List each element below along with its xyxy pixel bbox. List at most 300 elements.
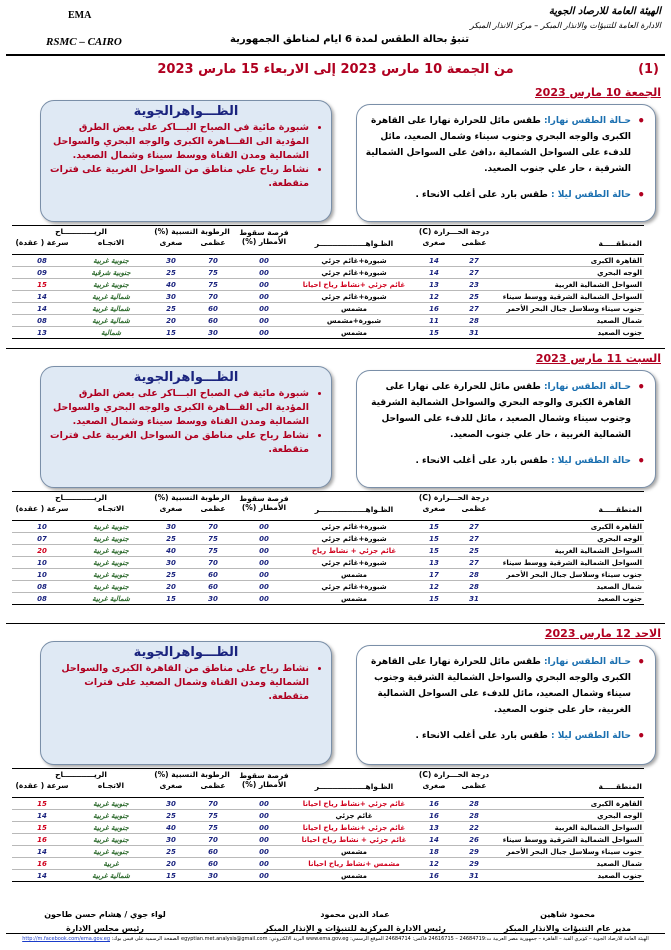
cell-region: الوجه البحري (494, 267, 644, 279)
cell-humidity-min: 25 (150, 569, 192, 581)
cell-region: جنوب سيناء وسلاسل جبال البحر الأحمر (494, 569, 644, 581)
cell-wind-speed: 08 (12, 315, 72, 327)
cell-temp-min: 15 (414, 327, 454, 339)
table-row (12, 303, 644, 315)
col-temp-max: عظمى (461, 238, 487, 247)
signature-chairman (30, 908, 180, 936)
cell-humidity-max: 60 (192, 858, 234, 870)
col-temperature: درجة الحـــرارة (C) (418, 770, 490, 779)
cell-humidity-max: 60 (192, 846, 234, 858)
cell-temp-max: 27 (454, 267, 494, 279)
cell-humidity-max: 70 (192, 798, 234, 810)
phenomena-list (47, 387, 325, 457)
footer-divider (6, 933, 665, 934)
cell-temp-min: 16 (414, 798, 454, 810)
signature-title: رئيس الادارة المركزية للتنبؤات و الإنذار المبكر (264, 924, 446, 933)
org-name: الهيئة العامة للارصاد الجوية (548, 6, 661, 17)
cell-humidity-max: 75 (192, 533, 234, 545)
cell-phenomena: مشمس (294, 569, 414, 581)
col-phenomena: الظـواهــــــــــــــــــر (314, 782, 394, 791)
cell-rain-chance: 00 (234, 858, 294, 870)
table-row (12, 267, 644, 279)
col-humidity-min: صغرى (159, 781, 183, 790)
table-header-row (12, 492, 644, 504)
cell-wind-direction: جنوبية غربية (72, 569, 150, 581)
footer (6, 936, 665, 942)
cell-phenomena: غائم جزئي +نشاط رياح احيانا (294, 279, 414, 291)
cell-phenomena: مشمس (294, 303, 414, 315)
cell-temp-max: 23 (454, 279, 494, 291)
cell-temp-max: 27 (454, 557, 494, 569)
cell-rain-chance: 00 (234, 315, 294, 327)
table-row (12, 581, 644, 593)
table-row (12, 593, 644, 605)
table-row (12, 798, 644, 810)
col-region: المنطقـــــة (598, 239, 642, 248)
table-row (12, 327, 644, 339)
cell-humidity-min: 20 (150, 315, 192, 327)
org-department: الادارة العامة للتنبؤات والانذار المبكر – مركز الانذار المبكر (469, 21, 661, 30)
cell-temp-min: 12 (414, 581, 454, 593)
cell-phenomena: مشمس (294, 846, 414, 858)
cell-humidity-max: 75 (192, 810, 234, 822)
col-humidity-max: عظمى (200, 238, 226, 247)
cell-rain-chance: 00 (234, 267, 294, 279)
day-forecast (365, 113, 645, 177)
header-org (411, 6, 661, 30)
cell-rain-chance: 00 (234, 255, 294, 267)
col-temp-max: عظمى (461, 781, 487, 790)
cell-region: شمال الصعيد (494, 581, 644, 593)
cell-humidity-max: 70 (192, 557, 234, 569)
cell-wind-direction: جنوبية غربية (72, 834, 150, 846)
col-rain-chance: فرصة سقوط الأمطار (%) (239, 771, 289, 789)
col-region: المنطقـــــة (598, 782, 642, 791)
cell-phenomena: غائم جزئي + نشاط رياح (294, 545, 414, 557)
phenomena-list (47, 121, 325, 191)
section-divider (6, 348, 665, 349)
cell-rain-chance: 00 (234, 593, 294, 605)
col-wind-dir: الاتجـاه (97, 238, 125, 247)
day-forecast-text: طقس مائل للحرارة نهارا على القاهرة الكبرى والوجه البحري والسواحل الشمالية الشرقية وجنوب سيناء وشمال الصعيد، مائل للدفء على السواحل الشمالية الغربية، حار على جنوب الصعيد. (371, 657, 631, 715)
cell-rain-chance: 00 (234, 291, 294, 303)
phenomena-list (47, 662, 325, 704)
page-number: (1) (638, 62, 659, 77)
cell-temp-max: 26 (454, 834, 494, 846)
cell-rain-chance: 00 (234, 870, 294, 882)
night-forecast-text: طقس بارد على أغلب الانحاء . (415, 731, 548, 741)
col-temperature: درجة الحـــرارة (C) (418, 227, 490, 236)
table-row (12, 521, 644, 533)
cell-wind-speed: 10 (12, 557, 72, 569)
cell-temp-min: 14 (414, 255, 454, 267)
col-wind-speed: سرعة ( عقدة) (15, 781, 69, 790)
cell-wind-speed: 15 (12, 279, 72, 291)
col-humidity-max: عظمى (200, 781, 226, 790)
signature-title: مدير عام التنبؤات والانذار المبكر (503, 924, 631, 933)
cell-humidity-min: 40 (150, 545, 192, 557)
cell-phenomena: شبورة+غائم جزئي (294, 557, 414, 569)
cell-temp-min: 13 (414, 279, 454, 291)
cell-wind-speed: 09 (12, 267, 72, 279)
cell-rain-chance: 00 (234, 569, 294, 581)
cell-humidity-min: 25 (150, 267, 192, 279)
cell-wind-direction: شمالية (72, 327, 150, 339)
col-wind: الريــــــــــــاح (55, 770, 107, 779)
cell-humidity-min: 25 (150, 303, 192, 315)
night-forecast-text: طقس بارد على أغلب الانحاء . (415, 456, 548, 466)
cell-region: الوجه البحري (494, 810, 644, 822)
cell-phenomena: شبورة+مشمس (294, 315, 414, 327)
cell-humidity-min: 30 (150, 834, 192, 846)
cell-region: القاهرة الكبرى (494, 521, 644, 533)
phenomena-title: الظـــواهرالجوية (133, 645, 239, 660)
cell-humidity-max: 70 (192, 255, 234, 267)
cell-humidity-max: 30 (192, 327, 234, 339)
cell-region: السواحل الشمالية الشرقية ووسط سيناء (494, 834, 644, 846)
table-row (12, 822, 644, 834)
cell-temp-min: 15 (414, 521, 454, 533)
table-header-row (12, 226, 644, 238)
cell-temp-max: 25 (454, 545, 494, 557)
cell-region: السواحل الشمالية الغربية (494, 545, 644, 557)
cell-wind-direction: جنوبية غربية (72, 846, 150, 858)
cell-phenomena: مشمس (294, 870, 414, 882)
cell-rain-chance: 00 (234, 557, 294, 569)
cell-rain-chance: 00 (234, 533, 294, 545)
forecast-box (356, 645, 656, 765)
cell-phenomena: شبورة+غائم جزئي (294, 291, 414, 303)
cell-humidity-max: 70 (192, 834, 234, 846)
cell-phenomena: مشمس (294, 593, 414, 605)
night-forecast (365, 728, 645, 744)
section-divider (6, 623, 665, 624)
phenomena-box (40, 100, 332, 222)
col-wind: الريــــــــــــاح (55, 493, 107, 502)
col-wind-speed: سرعة ( عقدة) (15, 238, 69, 247)
cell-temp-max: 29 (454, 858, 494, 870)
table-row (12, 545, 644, 557)
cell-phenomena: غائم جزئي +نشاط رياح احيانا (294, 822, 414, 834)
cell-rain-chance: 00 (234, 327, 294, 339)
col-wind-speed: سرعة ( عقدة) (15, 504, 69, 513)
cell-temp-max: 31 (454, 870, 494, 882)
table-row (12, 569, 644, 581)
phenomena-box (40, 641, 332, 765)
cell-rain-chance: 00 (234, 822, 294, 834)
day-forecast-label: حـالة الطقس نهارا: (543, 657, 631, 667)
cell-humidity-max: 75 (192, 267, 234, 279)
cell-humidity-max: 75 (192, 822, 234, 834)
cell-wind-direction: جنوبية شرقية (72, 267, 150, 279)
cell-wind-direction: شمالية غربية (72, 593, 150, 605)
cell-rain-chance: 00 (234, 521, 294, 533)
cell-region: القاهرة الكبرى (494, 798, 644, 810)
cell-temp-min: 18 (414, 846, 454, 858)
cell-region: السواحل الشمالية الشرقية ووسط سيناء (494, 557, 644, 569)
cell-wind-speed: 14 (12, 870, 72, 882)
cell-humidity-max: 30 (192, 870, 234, 882)
cell-rain-chance: 00 (234, 834, 294, 846)
col-wind-dir: الاتجـاه (97, 781, 125, 790)
cell-humidity-min: 25 (150, 533, 192, 545)
cell-wind-speed: 16 (12, 858, 72, 870)
cell-humidity-min: 25 (150, 846, 192, 858)
cell-temp-min: 11 (414, 315, 454, 327)
night-forecast (365, 187, 645, 203)
cell-rain-chance: 00 (234, 798, 294, 810)
cell-humidity-min: 30 (150, 557, 192, 569)
header-title: تنبؤ بحالة الطقس لمدة 6 ايام لمناطق الجمهورية (230, 34, 469, 45)
cell-wind-speed: 14 (12, 291, 72, 303)
cell-rain-chance: 00 (234, 846, 294, 858)
signature-title: رئيس مجلس الادارة (66, 924, 144, 933)
col-humidity-min: صغرى (159, 238, 183, 247)
cell-wind-direction: شمالية غربية (72, 303, 150, 315)
cell-temp-max: 27 (454, 521, 494, 533)
cell-humidity-min: 15 (150, 870, 192, 882)
cell-region: السواحل الشمالية الغربية (494, 822, 644, 834)
cell-temp-max: 28 (454, 315, 494, 327)
footer-address: الهيئة العامة للارصاد الجوية – كوبري القبة – القاهرة – جمهورية مصر العربية ت:24684719 – 24616715 فاكس: 24684714 الموقع الرسمي: www.ema.gov.eg البريد الالكتروني: egyptian.met.analysis@gmail.com الصفحة الرسمية على فيس بوك: (111, 936, 649, 942)
cell-wind-speed: 15 (12, 822, 72, 834)
cell-humidity-min: 20 (150, 581, 192, 593)
table-row (12, 810, 644, 822)
table-row (12, 291, 644, 303)
col-temp-max: عظمى (461, 504, 487, 513)
phenomena-item: • نشاط رياح علي مناطق من السواحل الغربية على فترات متقطعة. (47, 163, 309, 191)
phenomena-item: • نشاط رياح علي مناطق من السواحل الغربية على فترات متقطعة. (47, 429, 309, 457)
cell-rain-chance: 00 (234, 279, 294, 291)
day-forecast (365, 654, 645, 718)
signature-name: محمود شاهين (540, 910, 595, 919)
day-date: السبت 11 مارس 2023 (535, 352, 661, 365)
cell-region: الوجه البحري (494, 533, 644, 545)
cell-wind-speed: 14 (12, 846, 72, 858)
cell-region: شمال الصعيد (494, 315, 644, 327)
day-date: الجمعة 10 مارس 2023 (535, 86, 661, 99)
cell-wind-direction: جنوبية غربية (72, 822, 150, 834)
cell-wind-speed: 08 (12, 593, 72, 605)
cell-humidity-max: 75 (192, 279, 234, 291)
night-forecast-label: حالة الطقس ليلا : (550, 190, 631, 200)
cell-phenomena: شبورة+غائم جزئي (294, 267, 414, 279)
cell-humidity-max: 70 (192, 521, 234, 533)
cell-rain-chance: 00 (234, 810, 294, 822)
cell-wind-speed: 20 (12, 545, 72, 557)
cell-region: السواحل الشمالية الشرقية ووسط سيناء (494, 291, 644, 303)
col-humidity-min: صغرى (159, 504, 183, 513)
cell-region: جنوب الصعيد (494, 593, 644, 605)
cell-humidity-max: 30 (192, 593, 234, 605)
col-rain-chance: فرصة سقوط الأمطار (%) (239, 228, 289, 246)
phenomena-item: • نشاط رياح على مناطق من القاهرة الكبرى والسواحل الشمالية ومدن القناة وشمال الصعيد على فترات متقطعة. (47, 662, 309, 704)
cell-humidity-max: 70 (192, 291, 234, 303)
day-forecast-label: حـالة الطقس نهارا: (543, 382, 631, 392)
table-row (12, 858, 644, 870)
cell-wind-direction: جنوبية غربية (72, 279, 150, 291)
cell-humidity-min: 40 (150, 279, 192, 291)
cell-wind-speed: 10 (12, 569, 72, 581)
cell-temp-max: 27 (454, 303, 494, 315)
col-humidity-max: عظمى (200, 504, 226, 513)
signature-name: عماد الدين محمود (320, 910, 390, 919)
col-humidity: الرطوبة النسبية (%) (154, 227, 230, 236)
night-forecast-label: حالة الطقس ليلا : (550, 456, 631, 466)
cell-wind-speed: 07 (12, 533, 72, 545)
phenomena-item: • شبورة مائية في الصباح البـــاكر على بعض الطرق المؤدية الى القـــاهرة الكبرى والوجه البحري والسواحل الشمالية ومدن القناة ووسط سيناء وشمال الصعيد. (47, 121, 309, 163)
cell-wind-direction: غربية (72, 858, 150, 870)
col-temp-min: صغرى (422, 504, 446, 513)
cell-wind-direction: جنوبية غربية (72, 545, 150, 557)
forecast-box (356, 370, 656, 488)
cell-temp-max: 27 (454, 533, 494, 545)
cell-temp-min: 17 (414, 569, 454, 581)
cell-phenomena: شبورة+غائم جزئي (294, 581, 414, 593)
phenomena-item: • شبورة مائية في الصباح البـــاكر على بعض الطرق المؤدية الى القـــاهرة الكبرى والوجه البحري والسواحل الشمالية ومدن القناة ووسط سيناء وشمال الصعيد. (47, 387, 309, 429)
cell-wind-direction: جنوبية غربية (72, 798, 150, 810)
cell-humidity-min: 30 (150, 291, 192, 303)
col-temp-min: صغرى (422, 238, 446, 247)
cell-humidity-min: 30 (150, 521, 192, 533)
cell-rain-chance: 00 (234, 303, 294, 315)
table-row (12, 533, 644, 545)
forecast-box (356, 104, 656, 222)
cell-temp-min: 13 (414, 557, 454, 569)
cell-region: جنوب سيناء وسلاسل جبال البحر الأحمر (494, 846, 644, 858)
night-forecast-label: حالة الطقس ليلا : (550, 731, 631, 741)
cell-wind-speed: 15 (12, 798, 72, 810)
cell-temp-max: 31 (454, 327, 494, 339)
cell-temp-min: 12 (414, 858, 454, 870)
cell-region: جنوب سيناء وسلاسل جبال البحر الأحمر (494, 303, 644, 315)
cell-temp-min: 13 (414, 822, 454, 834)
table-header-row (12, 769, 644, 781)
forecast-table (12, 768, 644, 882)
signature-central-admin (250, 908, 460, 936)
phenomena-box (40, 366, 332, 488)
cell-temp-max: 25 (454, 291, 494, 303)
col-wind: الريــــــــــــاح (55, 227, 107, 236)
cell-humidity-max: 60 (192, 303, 234, 315)
day-forecast (365, 379, 645, 443)
table-row (12, 834, 644, 846)
cell-humidity-max: 60 (192, 315, 234, 327)
cell-wind-direction: جنوبية غربية (72, 533, 150, 545)
cell-temp-min: 15 (414, 533, 454, 545)
cell-wind-speed: 14 (12, 810, 72, 822)
cell-wind-direction: جنوبية غربية (72, 255, 150, 267)
phenomena-title: الظـــواهرالجوية (133, 370, 239, 385)
night-forecast (365, 453, 645, 469)
cell-humidity-min: 15 (150, 593, 192, 605)
col-temperature: درجة الحـــرارة (C) (418, 493, 490, 502)
table-row (12, 255, 644, 267)
cell-wind-direction: جنوبية غربية (72, 521, 150, 533)
cell-phenomena: شبورة+غائم جزئي (294, 521, 414, 533)
cell-temp-min: 16 (414, 810, 454, 822)
signature-director (470, 908, 665, 936)
day-forecast-label: حـالة الطقس نهارا: (543, 116, 631, 126)
col-region: المنطقـــــة (598, 505, 642, 514)
cell-region: شمال الصعيد (494, 858, 644, 870)
cell-temp-min: 12 (414, 291, 454, 303)
table-row (12, 315, 644, 327)
col-humidity: الرطوبة النسبية (%) (154, 770, 230, 779)
cell-humidity-max: 75 (192, 545, 234, 557)
cell-temp-min: 14 (414, 834, 454, 846)
day-forecast-text: طقس مائل للحرارة على نهارا على القاهرة الكبرى والوجه البحري والسواحل الشمالية الشرقية وجنوب سيناء وشمال الصعيد ، مائل للدفء على السواحل الشمالية الغربية ، حار علي جنوب الصعيد. (371, 382, 631, 440)
table-row (12, 557, 644, 569)
cell-wind-speed: 13 (12, 327, 72, 339)
cell-temp-max: 28 (454, 569, 494, 581)
cell-humidity-min: 30 (150, 255, 192, 267)
facebook-link[interactable]: http://m.facebook.com/ema.gov.eg (22, 936, 110, 942)
cell-wind-speed: 08 (12, 255, 72, 267)
cell-temp-max: 28 (454, 798, 494, 810)
cell-humidity-min: 20 (150, 858, 192, 870)
cell-wind-direction: جنوبية غربية (72, 810, 150, 822)
cell-wind-direction: شمالية غربية (72, 315, 150, 327)
cell-rain-chance: 00 (234, 581, 294, 593)
cell-wind-speed: 10 (12, 521, 72, 533)
table-row (12, 279, 644, 291)
cell-temp-max: 22 (454, 822, 494, 834)
cell-temp-min: 16 (414, 303, 454, 315)
forecast-period: من الجمعة 10 مارس 2023 إلى الاربعاء 15 مارس 2023 (157, 62, 514, 77)
table-row (12, 870, 644, 882)
cell-temp-max: 28 (454, 810, 494, 822)
cell-temp-min: 14 (414, 267, 454, 279)
cell-region: جنوب الصعيد (494, 870, 644, 882)
cell-phenomena: شبورة+غائم جزئي (294, 533, 414, 545)
signature-name: لواء جوي / هشام حسن طاحون (44, 910, 166, 919)
col-phenomena: الظـواهــــــــــــــــــر (314, 239, 394, 248)
cell-wind-speed: 08 (12, 581, 72, 593)
phenomena-title: الظـــواهرالجوية (133, 104, 239, 119)
cell-temp-max: 31 (454, 593, 494, 605)
cell-region: السواحل الشمالية الغربية (494, 279, 644, 291)
cell-humidity-max: 60 (192, 581, 234, 593)
cell-phenomena: غائم جزئي (294, 810, 414, 822)
cell-phenomena: غائم جزئي +نشاط رياح احيانا (294, 798, 414, 810)
col-rain-chance: فرصة سقوط الأمطار (%) (239, 494, 289, 512)
cell-wind-direction: شمالية غربية (72, 870, 150, 882)
cell-wind-direction: شمالية غربية (72, 291, 150, 303)
header-divider (6, 54, 665, 56)
cell-phenomena: مشمس +نشاط رياح احيانا (294, 858, 414, 870)
col-humidity: الرطوبة النسبية (%) (154, 493, 230, 502)
cell-wind-speed: 16 (12, 834, 72, 846)
table-row (12, 846, 644, 858)
col-temp-min: صغرى (422, 781, 446, 790)
night-forecast-text: طقس بارد على أغلب الانحاء . (415, 190, 548, 200)
cell-humidity-min: 30 (150, 798, 192, 810)
cell-temp-min: 15 (414, 545, 454, 557)
cell-rain-chance: 00 (234, 545, 294, 557)
cell-temp-min: 15 (414, 593, 454, 605)
cell-humidity-min: 15 (150, 327, 192, 339)
col-wind-dir: الاتجـاه (97, 504, 125, 513)
cell-wind-direction: جنوبية غربية (72, 557, 150, 569)
cell-phenomena: شبورة+غائم جزئي (294, 255, 414, 267)
cell-temp-max: 27 (454, 255, 494, 267)
cell-phenomena: غائم جزئي + نشاط رياح احيانا (294, 834, 414, 846)
cell-temp-max: 29 (454, 846, 494, 858)
cell-humidity-max: 60 (192, 569, 234, 581)
cell-wind-speed: 14 (12, 303, 72, 315)
cell-wind-direction: جنوبية غربية (72, 581, 150, 593)
